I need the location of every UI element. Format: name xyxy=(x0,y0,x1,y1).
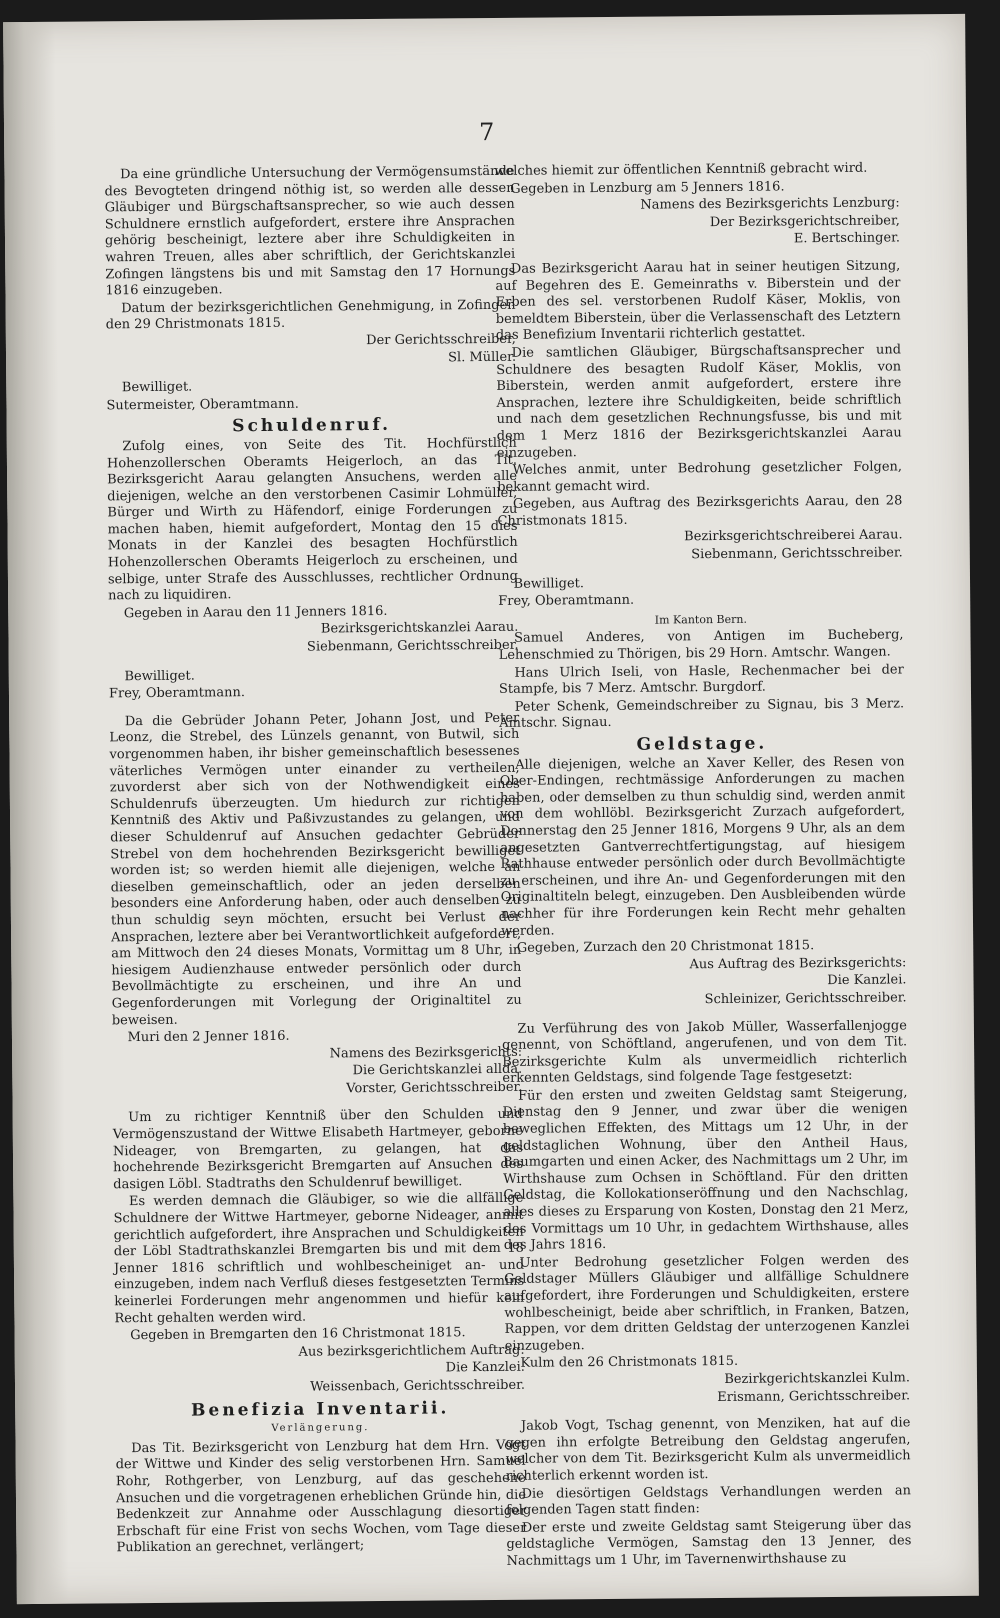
signature-line: Siebenmann, Gerichtsschreiber. xyxy=(306,637,519,655)
notice-paragraph: Gegeben in Aarau den 11 Jenners 1816. xyxy=(123,603,388,622)
approval-line: Bewilliget. xyxy=(513,575,585,592)
list-item: Hans Ulrich Iseli, von Hasle, Rechenmacher bei der Stampfe, bis 7 Merz. Amtschr. Burgdorf. xyxy=(498,662,904,698)
signature-line: Bezirkgerichtskanzlei Kulm. xyxy=(724,1370,911,1387)
signature-line: Der Bezirksgerichtschreiber, xyxy=(709,213,900,230)
signature-line: Aus bezirksgerichtlichem Auftrag: xyxy=(298,1342,525,1360)
signature-line: Vorster, Gerichtsschreiber. xyxy=(346,1079,523,1097)
signature-line: Bezirksgerichtschreiberei Aarau. xyxy=(684,527,903,545)
signature-line: Der Gerichtsschreiber, xyxy=(366,331,516,349)
notice-paragraph: Der erste und zweite Geldstag samt Steigerung über das geldstagliche Vermögen, Samstag den 13 Jenner, des Nachmittags um 1 Uhr, im Tavernenwirthshause zu xyxy=(506,1517,912,1569)
notice-paragraph: Gegeben in Bremgarten den 16 Christmonat 1815. xyxy=(130,1325,466,1344)
list-item: Peter Schenk, Gemeindschreiber zu Signau, bis 3 Merz. Amtschr. Signau. xyxy=(499,696,905,732)
notice-paragraph: Das Tit. Bezirksgericht von Lenzburg hat dem Hrn. Vogt der Wittwe und Kinder des selig verstorbenen Hrn. Samuel Rohr, Rothgerber, von Lenzburg, auf das geschehene Ansuchen und die vorgetragenen erheblichen Gründe hin, die Bedenkzeit zur Annahme oder Ausschlagung diesortiger Erbschaft für eine Frist von sechs Wochen, vom Tage dieser Publikation an gerechnet, verlängert; xyxy=(115,1437,527,1556)
newspaper-page xyxy=(3,14,979,1604)
notice-paragraph: welches hiemit zur öffentlichen Kenntniß gebracht wird. xyxy=(494,160,868,179)
notice-paragraph: Muri den 2 Jenner 1816. xyxy=(127,1028,290,1046)
left-column xyxy=(104,164,526,1558)
notice-paragraph: Gegeben, aus Auftrag des Bezirksgerichts Aarau, den 28 Christmonats 1815. xyxy=(497,493,903,529)
signature-line: Die Gerichtskanzlei allda. xyxy=(352,1062,523,1079)
notice-paragraph: Zufolg eines, von Seite des Tit. Hochfürstlich Hohenzollerschen Oberamts Heigerloch, an das Tit. Bezirksgericht Aarau gelangten Ansuchens, werden alle diejenigen, welche an den verstorbenen Casimir Lohmüller, Bürger und Wirth zu Häfendorf, einige Forderungen zu machen haben, hiemit aufgefordert, Montag den 15 dies Monats in der Kanzlei des besagten Hochfürstlich Hohenzollerschen Oberamts Heigerloch zu erscheinen, und selbige, unter Strafe des Ausschlusses, rechtlicher Ordnung nach zu liquidiren. xyxy=(106,435,519,604)
notice-paragraph: Das Bezirksgericht Aarau hat in seiner heutigen Sitzung, auf Begehren des E. Gemeinraths v. Biberstein und der Erben des sel. verstorbenen Rudolf Käser, Moklis, von bemeldtem Biberstein, über die Verlassenschaft des Letztern das Benefizium Inventarii richterlich gestattet. xyxy=(495,258,901,344)
section-heading-schuldenruf: Schuldenruf. xyxy=(232,415,392,437)
notice-paragraph: Welches anmit, unter Bedrohung gesetzlicher Folgen, bekannt gemacht wird. xyxy=(497,459,903,495)
notice-paragraph: Zu Verführung des von Jakob Müller, Wasserfallenjogge genennt, von Schöftland, angerufenen, und von dem Tit. Bezirksgerichte Kulm als unvermeidlich richterlich erkennten Geldstags, sind folgende Tage festgesetzt: xyxy=(501,1017,908,1087)
approval-signature: Frey, Oberamtmann. xyxy=(498,592,635,610)
signature-line: Siebenmann, Gerichtsschreiber. xyxy=(691,545,903,563)
notice-paragraph: Alle diejenigen, welche an Xaver Keller, des Resen von Ober-Endingen, rechtmässige Anforderungen zu machen haben, oder demselben zu thun schuldig sind, werden anmit von dem wohllöbl. Bezirksgericht Zurzach aufgefordert, Donnerstag den 25 Jenner 1816, Morgens 9 Uhr, als an dem angesetzten Gantverrechtfertigungstag, auf hiesigem Rathhause entweder persönlich oder durch Bevollmächtigte zu erscheinen, und ihre An- und Gegenforderungen mit den Originaltiteln belegt, einzugeben. Den Ausbleibenden würde nachher für ihre Forderungen kein Recht mehr gehalten werden. xyxy=(499,753,906,939)
approval-line: Bewilliget. xyxy=(124,668,195,684)
approval-signature: Frey, Oberamtmann. xyxy=(108,685,246,702)
list-item: Samuel Anderes, von Antigen im Bucheberg, Lehenschmied zu Thörigen, bis 29 Horn. Amtschr. Wangen. xyxy=(498,627,904,663)
signature-line: Weissenbach, Gerichtsschreiber. xyxy=(310,1377,526,1395)
notice-paragraph: Für den ersten und zweiten Geldstag samt Steigerung, Dienstag den 9 Jenner, und zwar über die wenigen beweglichen Effekten, des Mittags um 12 Uhr, in der geldstaglichen Wohnung, über den Antheil Haus, Baumgarten und einen Acker, des Nachmittags um 2 Uhr, im Wirthshause zum Ochsen in Schöftland. Für den dritten Geldstag, die Kollokationseröffnung und den Nachschlag, alles dieses zu Ersparung von Kosten, Donstag den 21 Merz, des Vormittags um 10 Uhr, in gedachtem Wirthshause, alles des Jahrs 1816. xyxy=(502,1085,909,1254)
signature-line: Aus Auftrag des Bezirksgerichts: xyxy=(689,955,907,972)
notice-paragraph: Um zu richtiger Kenntniß über den Schulden und Vermögenszustand der Wittwe Elisabeth Hartmeyer, geborne Nideager, von Bremgarten, zu gelangen, hat das hochehrende Bezirksgericht Bremgarten auf Ansuchen des dasigen Löbl. Stadtraths den Schuldenruf bewilliget. xyxy=(112,1107,524,1193)
signature-line: Schleinizer, Gerichtsschreiber. xyxy=(704,990,907,1008)
signature-line: Namens des Bezirksgerichts Lenzburg: xyxy=(640,195,900,213)
notice-paragraph: Es werden demnach die Gläubiger, so wie die allfällige Schuldnere der Wittwe Hartmeyer, geborne Nideager, anmit gerichtlich aufgefordert, ihre Ansprachen und Schuldigkeiten der Löbl Stadtrathskanzlei Bremgarten bis und mit dem 18 Jenner 1816 schriftlich und wohlbescheiniget an- und einzugeben, indem nach Verfluß dieses festgesetzten Termins keinerlei Forderungen mehr angenommen und hiefür kein Recht gehalten werden wird. xyxy=(113,1191,525,1326)
page-gutter xyxy=(3,22,69,1604)
section-heading-benefizia: Benefizia Inventarii. xyxy=(191,1397,450,1421)
signature-line: E. Bertschinger. xyxy=(793,230,901,247)
approval-line: Bewilliget. xyxy=(121,379,193,396)
notice-paragraph: Jakob Vogt, Tschag genennt, von Menziken, hat auf die gegen ihn erfolgte Betreibung den Geldstag angerufen, welcher von dem Tit. Bezirksgericht Kulm als unvermeidlich richterlich erkennt worden ist. xyxy=(505,1415,911,1484)
notice-paragraph: Datum der bezirksgerichtlichen Genehmigung, in Zofingen den 29 Christmonats 1815. xyxy=(105,297,516,333)
notice-paragraph: Die samtlichen Gläubiger, Bürgschaftsansprecher und Schuldnere des besagten Rudolf Käser, Moklis, von Biberstein, werden anmit aufgefordert, erstere ihre Ansprachen, leztere ihre Schuldigkeiten, beide schriftlich und nach dem gesetzlichen Rechnungsfusse, bis und mit dem 1 Merz 1816 der Bezirksgerichtskanzlei Aarau einzugeben. xyxy=(496,342,902,461)
signature-line: Sl. Müller. xyxy=(448,349,517,365)
notice-paragraph: Da die Gebrüder Johann Peter, Johann Jost, und Peter Leonz, die Strebel, des Lünzels genannt, von Butwil, sich vorgenommen haben, ihr bisher gemeinschaftlich besessenes väterliches Vermögen unter einander zu vertheilen, zuvorderst aber sich von der Nothwendigkeit eines Schuldenrufs überzeugten. Um hiedurch zur richtigen Kenntniß des Aktiv und Paßivzustandes zu gelangen, und dieser Schuldenruf auf Ansuchen gedachter Gebrüder Strebel von dem hochehrenden Bezirksgericht bewilliget worden ist; so werden hiemit alle diejenigen, welche an dieselben gemeinschaftlich, oder an jeden derselben besonders eine Anforderung haben, oder auch denselben zu thun schuldig seyn möchten, ersucht bei Verlust der Ansprachen, leztere aber bei Verantwortlichkeit aufgefordert, am Mittwoch den 24 dieses Monats, Vormittag um 8 Uhr, in hiesigem Audienzhause entweder persönlich oder durch Bevollmächtigte zu erscheinen, und ihre An und Gegenforderungen mit Vorlegung der Originaltitel zu beweisen. xyxy=(109,710,522,1028)
signature-line: Die Kanzlei. xyxy=(445,1360,525,1376)
signature-line: Namens des Bezirksgerichts: xyxy=(329,1044,523,1062)
signature-line: Die Kanzlei. xyxy=(827,972,907,989)
notice-paragraph: Gegeben in Lenzburg am 5 Jenners 1816. xyxy=(510,179,785,197)
notice-paragraph: Gegeben, Zurzach den 20 Christmonat 1815. xyxy=(516,938,815,956)
page-number: 7 xyxy=(478,117,495,147)
signature-line: Erismann, Gerichtsschreiber. xyxy=(717,1387,911,1405)
notice-paragraph: Da eine gründliche Untersuchung der Vermögensumstände des Bevogteten dringend nöthig ist, so werden alle dessen Gläubiger und Bürgschaftsansprecher, so wie auch dessen Schuldnere ernstlich aufgefordert, erstere ihre Ansprachen gehörig bescheinigt, leztere aber ihre Schuldigkeiten in wahren Treuen, alles aber schriftlich, der Gerichtskanzlei Zofingen längstens bis und mit Samstag den 17 Hornungs 1816 einzugeben. xyxy=(104,163,516,299)
approval-signature: Sutermeister, Oberamtmann. xyxy=(106,396,299,414)
signature-line: Bezirksgerichtskanzlei Aarau. xyxy=(320,620,519,637)
right-column xyxy=(494,160,911,1571)
notice-paragraph: Unter Bedrohung gesetzlicher Folgen werden des Geldstager Müllers Gläubiger und allfällige Schuldnere aufgefordert, ihre Forderungen und Schuldigkeiten, erstere wohlbescheinigt, beide aber schriftlich, in Franken, Batzen, Rappen, vor dem dritten Geldstag der unterzogenen Kanzlei einzugeben. xyxy=(504,1252,910,1354)
notice-paragraph: Kulm den 26 Christmonats 1815. xyxy=(520,1354,739,1372)
section-heading-bern: Im Kanton Bern. xyxy=(654,612,748,627)
section-subheading: Verlängerung. xyxy=(271,1422,370,1435)
notice-paragraph: Die diesörtigen Geldstags Verhandlungen werden an folgenden Tagen statt finden: xyxy=(506,1482,912,1519)
section-heading-geldstage: Geldstage. xyxy=(636,733,768,755)
